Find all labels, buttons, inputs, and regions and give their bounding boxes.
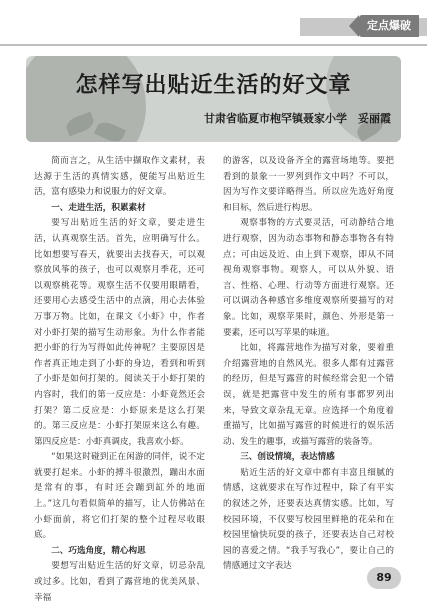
- paragraph: 贴近生活的好文章中都有丰富且细腻的情感，这就要求在写作过程中，除了有平实的叙述之外，还要表达真情实感。比如，写校园环境，不仅要写校园里鲜艳的花朵和在校园里愉快玩耍的孩子，还要表达自己对校园的喜爱之情。“我手写我心”，要让自己的情感通过文字表达: [223, 467, 394, 572]
- paragraph: 比如，将露营地作为描写对象，要着重介绍露营地的自然风光。很多人都有过露营的经历，但是写露营的时候经常会犯一个错误，就是把露营中发生的所有事都罗列出来，导致文章杂乱无章。应选择一个角度着重描写，比如描写露营的时候进行的娱乐活动、发生的趣事，或描写露营的装备等。: [223, 343, 394, 447]
- paragraph: 的游客，以及设备齐全的露营场地等。要把看到的景象一一罗列到作文中吗？不可以，因为写作文要详略得当。所以应先选好角度和目标，然后进行构思。: [223, 156, 394, 213]
- section-heading: 二、巧选角度，精心构思: [51, 545, 146, 556]
- page-number: 89: [367, 567, 401, 589]
- paragraph: “如果这时碰到正在闲游的同伴，说不定就要打起来。小虾的搏斗很激烈，蹦出水面是常有的事，有时还会蹦到缸外的地面上。”这几句看似简单的描写，让人仿佛站在小虾面前，将它们打架的整个过程尽收眼底。: [34, 452, 205, 541]
- article-title: 怎样写出贴近生活的好文章: [75, 72, 352, 98]
- paragraph: 要想写出贴近生活的好文章，切忌杂乱或过多。比如，看到了露营地的优美风景、幸福: [34, 561, 205, 603]
- section-heading: 三、创设情境，表达情感: [240, 452, 335, 463]
- header-band: [0, 0, 427, 44]
- paragraph: 要写出贴近生活的好文章，要走进生活，认真观察生活。首先，应明确写什么。比如想要写春天，就要出去找春天，可以观察放风筝的孩子，也可以观察月季花，还可以观察桃花等。观察生活不仅要用眼睛看，还要用心去感受生活中的点滴，用心去体验万事万物。比如，在课文《小虾》中，作者对小虾打架的描写生动形象。为什么作者能把小虾的行为写得如此传神呢？主要原因是作者真正地走到了小虾的身边，看到和听到了小虾是如何打架的。阅读关于小虾打架的内容时，我们的第一反应是：小虾竟然还会打架？第二反应是：小虾原来是这么打架的。第三反应是：小虾打架原来这么有趣。第四反应是：小虾真调皮，我喜欢小虾。: [34, 218, 205, 447]
- paragraph: 简而言之，从生活中撷取作文素材，表达源于生活的真情实感，便能写出贴近生活，富有感染力和说服力的好文章。: [34, 156, 205, 198]
- section-heading: 一、走进生活，积累素材: [51, 202, 146, 213]
- left-column: [34, 154, 205, 606]
- right-column: [223, 154, 394, 575]
- article-author: 甘肃省临夏市枹罕镇聂家小学 妥丽霞: [204, 112, 391, 125]
- paragraph: 观察事物的方式要灵活，可动静结合地进行观察，因为动态事物和静态事物各有特点；可由远及近、由上到下观察，即从不同视角观察事物。观察人，可以从外貌、语言、性格、心理、行动等方面进行观察。还可以调动各种感官多维度观察所要描写的对象。比如，观察苹果时，颜色、外形是第一要素，还可以写苹果的味道。: [223, 218, 394, 338]
- title-banner: [26, 56, 401, 142]
- header-rule: [0, 44, 427, 46]
- section-tag: 定点爆破: [359, 15, 419, 37]
